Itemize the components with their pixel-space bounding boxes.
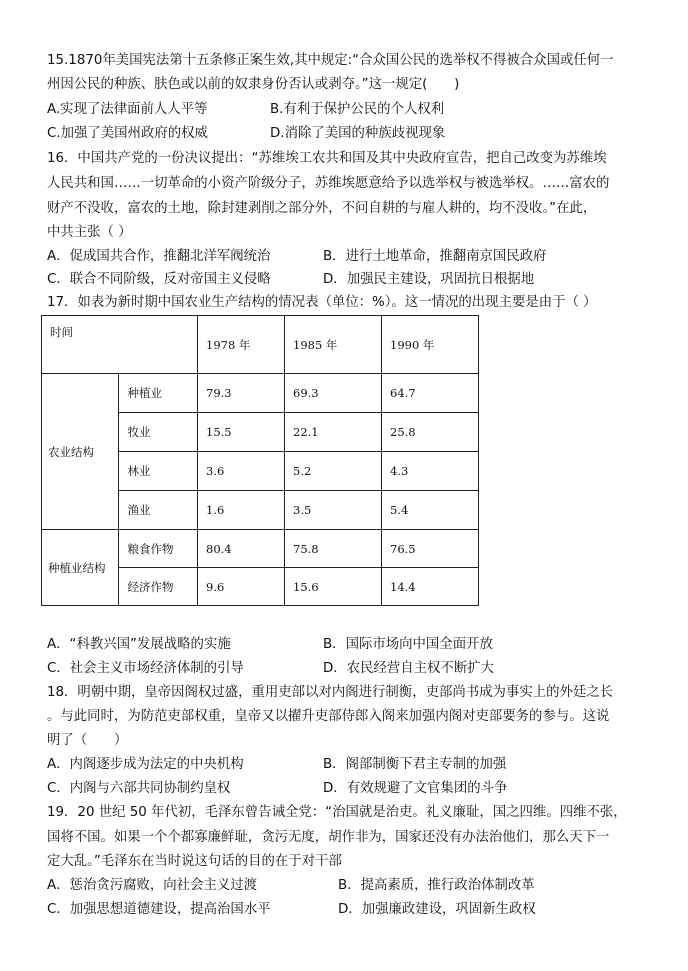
q15-option-a: A.实现了法律面前人人平等 [47, 102, 208, 117]
q18-option-d: D．有效规避了文官集团的斗争 [323, 781, 508, 796]
q16-stem-line-2: 人民共和国……一切革命的小资产阶级分子，苏维埃愿意给予以选举权与被选举权。……富农的 [47, 176, 610, 191]
q19-option-a: A．惩治贪污腐败，向社会主义过渡 [47, 878, 258, 893]
q18-stem-line-1: 18．明朝中期，皇帝因阁权过盛，重用吏部以对内阁进行制衡，吏部尚书成为事实上的外廷之长 [47, 685, 614, 700]
cell-value: 25.8 [382, 413, 479, 452]
cell-value: 14.4 [382, 568, 479, 606]
q16-stem-line-3: 财产不没收，富农的土地，除封建剥削之部分外，不问自耕的与雇人耕的，均不没收。”在此， [47, 201, 597, 216]
cell-value: 75.8 [285, 530, 382, 568]
q15-option-b: B.有利于保护公民的个人权利 [270, 102, 445, 117]
q18-stem-line-3: 明了（ ） [47, 733, 128, 748]
q19-stem-line-1: 19．20 世纪 50 年代初，毛泽东曾告诫全党：“治国就是治吏。礼义廉耻，国之四维。四维不张， [47, 805, 627, 820]
q16-option-b: B．进行土地革命，推翻南京国民政府 [323, 249, 547, 264]
cell-value: 22.1 [285, 413, 382, 452]
row-label: 渔业 [119, 491, 198, 530]
row-label: 林业 [119, 452, 198, 491]
q16-option-a: A．促成国共合作，推翻北洋军阀统治 [47, 249, 271, 264]
table-row [42, 530, 479, 568]
q16-stem-line-4: 中共主张（ ） [47, 225, 132, 240]
cell-value: 3.5 [285, 491, 382, 530]
row-label: 粮食作物 [119, 530, 198, 568]
row-label: 牧业 [119, 413, 198, 452]
q17-option-b: B．国际市场向中国全面开放 [323, 637, 493, 652]
group-label-planting: 种植业结构 [42, 530, 119, 606]
q18-option-c: C．内阁与六部共同协制约皇权 [47, 781, 231, 796]
q17-option-a: A．“科教兴国”发展战略的实施 [47, 637, 231, 652]
q17-option-d: D．农民经营自主权不断扩大 [323, 661, 494, 676]
cell-value: 80.4 [198, 530, 285, 568]
q17-stem-line-1: 17．如表为新时期中国农业生产结构的情况表（单位：%）。这一情况的出现主要是由于（ ） [47, 295, 597, 310]
table-row [42, 374, 479, 413]
q19-option-b: B．提高素质，推行政治体制改革 [338, 878, 535, 893]
q16-option-d: D．加强民主建设，巩固抗日根据地 [323, 272, 535, 287]
cell-value: 9.6 [198, 568, 285, 606]
q15-stem-line-1: 15.1870年美国宪法第十五条修正案生效,其中规定:“合众国公民的选举权不得被合众国或任何一 [47, 53, 614, 68]
q18-option-a: A．内阁逐步成为法定的中央机构 [47, 757, 244, 772]
cell-value: 5.2 [285, 452, 382, 491]
q17-option-c: C．社会主义市场经济体制的引导 [47, 661, 244, 676]
q15-option-c: C.加强了美国州政府的权威 [47, 126, 208, 141]
cell-value: 15.5 [198, 413, 285, 452]
q15-option-d: D.消除了美国的种族歧视现象 [270, 126, 446, 141]
header-time: 时间 [42, 316, 198, 374]
cell-value: 4.3 [382, 452, 479, 491]
q19-stem-line-2: 国将不国。如果一个个都寡廉鲜耻，贪污无度，胡作非为，国家还没有办法治他们，那么天下一 [47, 830, 610, 845]
cell-value: 5.4 [382, 491, 479, 530]
cell-value: 15.6 [285, 568, 382, 606]
q18-stem-line-2: 。与此同时，为防范吏部权重，皇帝又以擢升吏部侍郎入阁来加强内阁对吏部要务的参与。这说 [47, 709, 610, 724]
q16-option-c: C．联合不同阶级，反对帝国主义侵略 [47, 272, 271, 287]
cell-value: 79.3 [198, 374, 285, 413]
row-label: 经济作物 [119, 568, 198, 606]
agriculture-structure-table [41, 315, 479, 606]
table-header-row [42, 316, 479, 374]
q16-stem-line-1: 16．中国共产党的一份决议提出：“苏维埃工农共和国及其中央政府宣告，把自己改变为苏维埃 [47, 151, 607, 166]
q18-option-b: B．阁部制衡下君主专制的加强 [323, 757, 507, 772]
q19-stem-line-3: 定大乱。”毛泽东在当时说这句话的目的在于对干部 [47, 854, 342, 869]
cell-value: 64.7 [382, 374, 479, 413]
cell-value: 1.6 [198, 491, 285, 530]
row-label: 种植业 [119, 374, 198, 413]
group-label-agriculture: 农业结构 [42, 374, 119, 530]
cell-value: 3.6 [198, 452, 285, 491]
header-year-1990: 1990 年 [382, 316, 479, 374]
q15-stem-line-2: 州因公民的种族、肤色或以前的奴隶身份否认或剥夺。”这一规定( ) [47, 77, 460, 92]
header-year-1978: 1978 年 [198, 316, 285, 374]
q19-option-d: D．加强廉政建设，巩固新生政权 [338, 902, 536, 917]
q19-option-c: C．加强思想道德建设，提高治国水平 [47, 902, 271, 917]
cell-value: 69.3 [285, 374, 382, 413]
cell-value: 76.5 [382, 530, 479, 568]
header-year-1985: 1985 年 [285, 316, 382, 374]
